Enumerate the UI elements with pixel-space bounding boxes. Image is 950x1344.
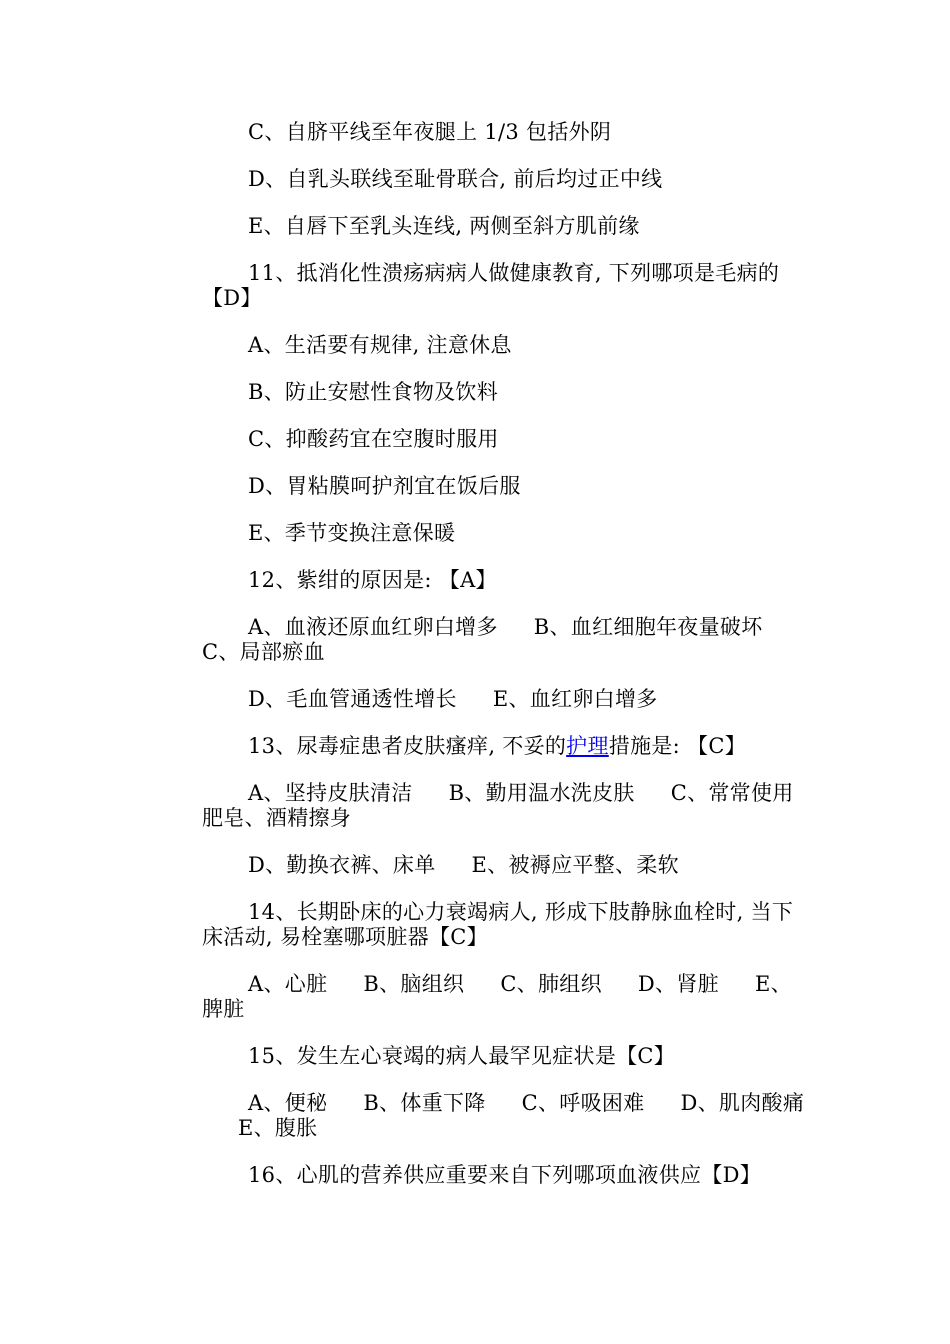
text-segment: A、血液还原血红卵白增多 bbox=[248, 615, 498, 639]
text-segment: A、便秘 bbox=[248, 1091, 328, 1115]
text-segment: E、被褥应平整、柔软 bbox=[471, 853, 679, 877]
text-segment: B、血红细胞年夜量破坏 bbox=[533, 615, 763, 639]
option-line bbox=[202, 972, 812, 1022]
text-segment: A、坚持皮肤清洁 bbox=[248, 781, 413, 805]
text-segment: 13、尿毒症患者皮肤瘙痒, 不妥的 bbox=[248, 734, 567, 758]
text-segment: B、勤用温水洗皮肤 bbox=[448, 781, 635, 805]
text-segment: E、脾脏 bbox=[202, 972, 792, 1021]
option-line bbox=[202, 474, 812, 499]
text-segment: D、肾脏 bbox=[637, 972, 719, 996]
question-line bbox=[202, 1044, 812, 1069]
text-segment: C、自脐平线至年夜腿上 1/3 包括外阴 bbox=[248, 120, 612, 144]
text-segment: D、勤换衣裤、床单 bbox=[248, 853, 436, 877]
question-line bbox=[202, 568, 812, 593]
text-segment: E、季节变换注意保暖 bbox=[248, 521, 456, 545]
option-line bbox=[202, 214, 812, 239]
question-line bbox=[202, 734, 812, 759]
text-segment: B、脑组织 bbox=[363, 972, 465, 996]
document-page bbox=[202, 120, 812, 1210]
text-segment: 16、心肌的营养供应重要来自下列哪项血液供应【D】 bbox=[248, 1163, 762, 1187]
option-line bbox=[202, 615, 812, 665]
text-segment: D、毛血管通透性增长 bbox=[248, 687, 457, 711]
text-segment: D、自乳头联线至耻骨联合, 前后均过正中线 bbox=[248, 167, 663, 191]
text-segment: C、局部瘀血 bbox=[202, 640, 325, 664]
option-line bbox=[202, 380, 812, 405]
question-line bbox=[202, 1163, 812, 1188]
option-line bbox=[202, 333, 812, 358]
text-segment: 11、抵消化性溃疡病病人做健康教育, 下列哪项是毛病的【D】 bbox=[202, 261, 780, 310]
option-line bbox=[202, 521, 812, 546]
text-segment: 15、发生左心衰竭的病人最罕见症状是【C】 bbox=[248, 1044, 676, 1068]
question-line bbox=[202, 900, 812, 950]
text-segment: C、常常使用肥皂、酒精擦身 bbox=[202, 781, 794, 830]
text-segment: 12、紫绀的原因是: 【A】 bbox=[248, 568, 497, 592]
option-line bbox=[202, 781, 812, 831]
text-segment: A、心脏 bbox=[248, 972, 328, 996]
text-segment: D、肌肉酸痛 bbox=[680, 1091, 805, 1115]
text-segment: C、抑酸药宜在空腹时服用 bbox=[248, 427, 499, 451]
text-segment: E、血红卵白增多 bbox=[492, 687, 658, 711]
option-line bbox=[202, 427, 812, 452]
option-line bbox=[202, 1091, 812, 1141]
option-line bbox=[202, 167, 812, 192]
text-segment: C、呼吸困难 bbox=[521, 1091, 645, 1115]
question-line bbox=[202, 261, 812, 311]
option-line bbox=[202, 687, 812, 712]
text-segment: B、防止安慰性食物及饮料 bbox=[248, 380, 499, 404]
text-segment: 措施是: 【C】 bbox=[608, 734, 746, 758]
text-segment: E、自唇下至乳头连线, 两侧至斜方肌前缘 bbox=[248, 214, 640, 238]
option-line bbox=[202, 120, 812, 145]
option-line bbox=[202, 853, 812, 878]
text-segment: C、肺组织 bbox=[500, 972, 602, 996]
nursing-link[interactable]: 护理 bbox=[566, 734, 609, 758]
text-segment: A、生活要有规律, 注意休息 bbox=[248, 333, 512, 357]
text-segment: B、体重下降 bbox=[363, 1091, 486, 1115]
text-segment: E、腹胀 bbox=[238, 1116, 318, 1140]
text-segment: D、胃粘膜呵护剂宜在饭后服 bbox=[248, 474, 521, 498]
text-segment: 14、长期卧床的心力衰竭病人, 形成下肢静脉血栓时, 当下床活动, 易栓塞哪项脏器【C】 bbox=[202, 900, 794, 949]
